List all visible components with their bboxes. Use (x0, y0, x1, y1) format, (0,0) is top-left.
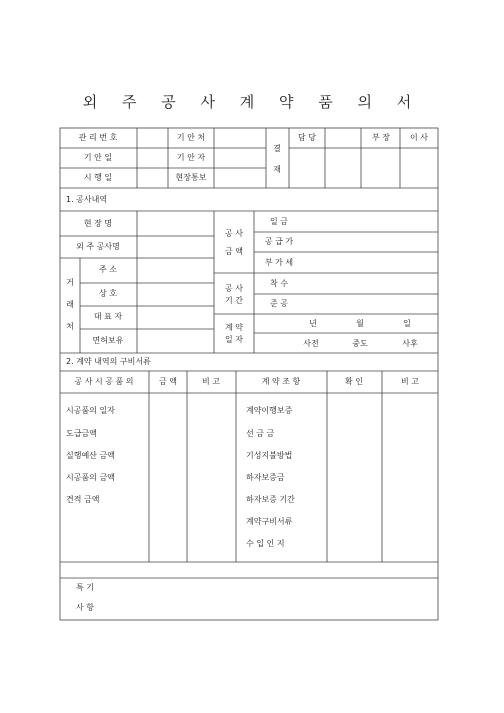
client-label-2: 래 (66, 300, 74, 309)
date-year-unit: 년 (309, 319, 317, 328)
list-item: 계약구비서류 (246, 517, 293, 526)
approval-label-2: 재 (273, 165, 281, 174)
exec-date-label: 시 행 일 (83, 173, 113, 182)
manage-no-label: 관 리 번 호 (78, 133, 118, 142)
drafter-label: 기 안 자 (176, 153, 206, 162)
list-item: 실행예산 금액 (66, 451, 115, 460)
timing-after: 사후 (402, 339, 418, 348)
license-label: 면허보유 (92, 336, 124, 345)
approver-director: 이 사 (410, 133, 428, 142)
col-header-construction: 공 사 시 공 품 의 (74, 377, 134, 386)
list-item: 수 입 인 지 (246, 539, 285, 548)
list-item: 하자보증금 (246, 473, 285, 482)
period-head-1: 공 사 (225, 284, 243, 293)
col-header-confirm: 확 인 (345, 377, 363, 386)
amount-head-1: 공 사 (225, 229, 243, 238)
approver-manager: 부 장 (372, 133, 390, 142)
list-item: 선 금 금 (246, 429, 275, 438)
list-item: 시공품의 일자 (66, 406, 115, 415)
site-notice-label: 현장통보 (175, 173, 207, 182)
date-month-unit: 월 (356, 319, 364, 328)
amount-row-supply: 공 급 가 (264, 237, 294, 246)
approver-staff: 담 당 (298, 133, 316, 142)
approval-label: 결 (273, 144, 281, 153)
date-day-unit: 일 (403, 319, 411, 328)
amount-head-2: 금 액 (225, 247, 243, 256)
contract-date-head-2: 일 자 (225, 335, 243, 344)
address-label: 주 소 (99, 265, 117, 274)
period-head-2: 기 간 (225, 296, 243, 305)
client-label-3: 처 (66, 322, 74, 331)
col-header-amount: 금 액 (159, 377, 177, 386)
col-header-contract-clause: 계 약 조 항 (261, 377, 301, 386)
company-label: 상 호 (99, 289, 117, 298)
remarks-label-1: 특 기 (76, 583, 94, 592)
section2-label: 2. 계약 내역의 구비서류 (66, 357, 151, 366)
timing-during: 중도 (352, 339, 368, 348)
drafting-office-label: 기 안 처 (176, 133, 206, 142)
site-name-label: 현 장 명 (83, 219, 113, 228)
section1-label: 1. 공사내역 (66, 195, 108, 204)
amount-row-vat: 부 가 세 (264, 258, 294, 267)
ceo-label: 대 표 자 (93, 312, 123, 321)
list-item: 도급금액 (66, 429, 97, 438)
list-item: 하자보증 기간 (246, 495, 295, 504)
amount-row-total: 일 금 (270, 217, 288, 226)
period-end: 준 공 (270, 299, 288, 308)
col-header-remarks-2: 비 고 (401, 377, 419, 386)
list-item: 계약이행보증 (246, 406, 293, 415)
col-header-remarks-1: 비 고 (202, 377, 220, 386)
period-start: 착 수 (270, 279, 288, 288)
remarks-label-2: 사 항 (76, 603, 94, 612)
client-label-1: 거 (66, 278, 74, 287)
list-item: 견적 금액 (66, 495, 100, 504)
contract-date-head-1: 계 약 (225, 323, 243, 332)
list-item: 기성지불방법 (246, 451, 293, 460)
outsource-name-label: 외 주 공사명 (76, 242, 120, 251)
list-item: 시공품의 금액 (66, 473, 115, 482)
draft-date-label: 기 안 일 (83, 153, 113, 162)
document-title: 외 주 공 사 계 약 품 의 서 (82, 93, 422, 111)
timing-before: 사전 (303, 339, 319, 348)
